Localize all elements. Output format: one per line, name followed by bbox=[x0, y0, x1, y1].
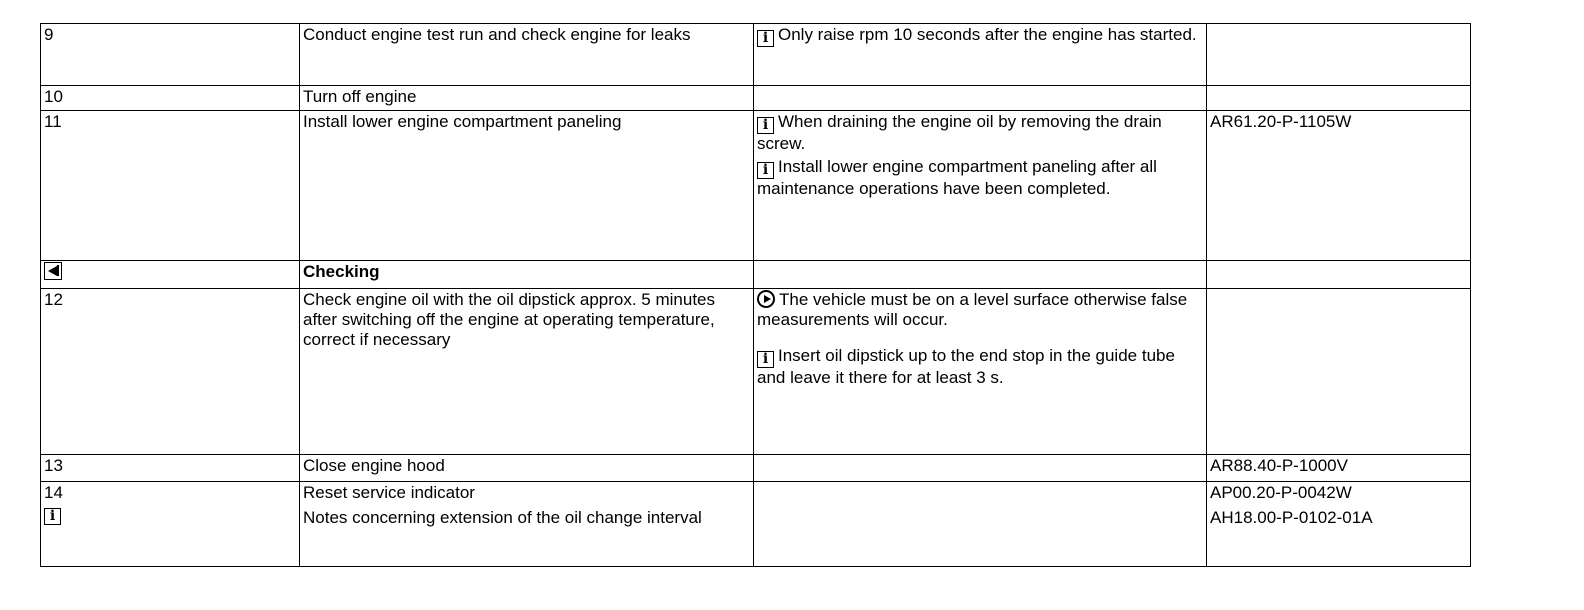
warning-icon bbox=[757, 290, 775, 308]
info-icon: i bbox=[757, 117, 774, 134]
table-row bbox=[41, 86, 1471, 111]
section-row bbox=[41, 261, 1471, 289]
operation-note: Notes concerning extension of the oil change interval bbox=[303, 508, 702, 527]
reference-link[interactable]: AP00.20-P-0042W bbox=[1210, 483, 1352, 502]
note-text: Insert oil dipstick up to the end stop in the guide tube and leave it there for at least 3 s. bbox=[757, 346, 1175, 387]
reference-cell bbox=[1207, 24, 1471, 86]
step-number: 9 bbox=[41, 24, 300, 86]
operation-text: Check engine oil with the oil dipstick approx. 5 minutes after switching off the engine at operating temperature, correct if necessary bbox=[300, 289, 754, 455]
step-number: 13 bbox=[41, 455, 300, 482]
info-icon: i bbox=[757, 351, 774, 368]
note-text: The vehicle must be on a level surface otherwise false measurements will occur. bbox=[757, 290, 1188, 329]
step-number: 12 bbox=[41, 289, 300, 455]
operation-text: Conduct engine test run and check engine for leaks bbox=[300, 24, 754, 86]
step-number-cell bbox=[41, 482, 300, 567]
check-icon bbox=[44, 262, 62, 280]
warning-note bbox=[757, 290, 1203, 330]
procedure-table bbox=[40, 23, 1471, 567]
note-text: Install lower engine compartment paneling after all maintenance operations have been completed. bbox=[757, 157, 1157, 198]
reference-cell bbox=[1207, 86, 1471, 111]
info-icon: i bbox=[757, 30, 774, 47]
note-text: When draining the engine oil by removing the drain screw. bbox=[757, 112, 1162, 153]
notes-cell bbox=[754, 24, 1207, 86]
notes-cell bbox=[754, 482, 1207, 567]
info-note bbox=[757, 25, 1203, 47]
operation-text: Close engine hood bbox=[300, 455, 754, 482]
step-number: 14 bbox=[44, 483, 63, 502]
info-icon: i bbox=[757, 162, 774, 179]
notes-cell bbox=[754, 289, 1207, 455]
section-title: Checking bbox=[300, 261, 754, 289]
table-row bbox=[41, 289, 1471, 455]
reference-link[interactable]: AH18.00-P-0102-01A bbox=[1210, 508, 1373, 527]
note-text: Only raise rpm 10 seconds after the engine has started. bbox=[778, 25, 1197, 44]
notes-cell bbox=[754, 111, 1207, 261]
table-row bbox=[41, 455, 1471, 482]
step-icon-cell bbox=[41, 261, 300, 289]
table-row bbox=[41, 482, 1471, 567]
reference-cell bbox=[1207, 455, 1471, 482]
notes-cell bbox=[754, 261, 1207, 289]
reference-cell bbox=[1207, 482, 1471, 567]
operation-cell bbox=[300, 482, 754, 567]
reference-link[interactable]: AR61.20-P-1105W bbox=[1210, 112, 1352, 131]
table-row bbox=[41, 111, 1471, 261]
table-row bbox=[41, 24, 1471, 86]
notes-cell bbox=[754, 86, 1207, 111]
info-icon: i bbox=[44, 508, 61, 525]
step-number: 11 bbox=[41, 111, 300, 261]
step-number: 10 bbox=[41, 86, 300, 111]
info-note bbox=[757, 157, 1203, 199]
operation-text: Turn off engine bbox=[300, 86, 754, 111]
reference-cell bbox=[1207, 261, 1471, 289]
info-note bbox=[757, 112, 1203, 154]
operation-text: Install lower engine compartment paneling bbox=[300, 111, 754, 261]
reference-cell bbox=[1207, 111, 1471, 261]
info-note bbox=[757, 346, 1203, 388]
notes-cell bbox=[754, 455, 1207, 482]
operation-text: Reset service indicator bbox=[303, 483, 475, 502]
reference-link[interactable]: AR88.40-P-1000V bbox=[1210, 456, 1348, 475]
reference-cell bbox=[1207, 289, 1471, 455]
